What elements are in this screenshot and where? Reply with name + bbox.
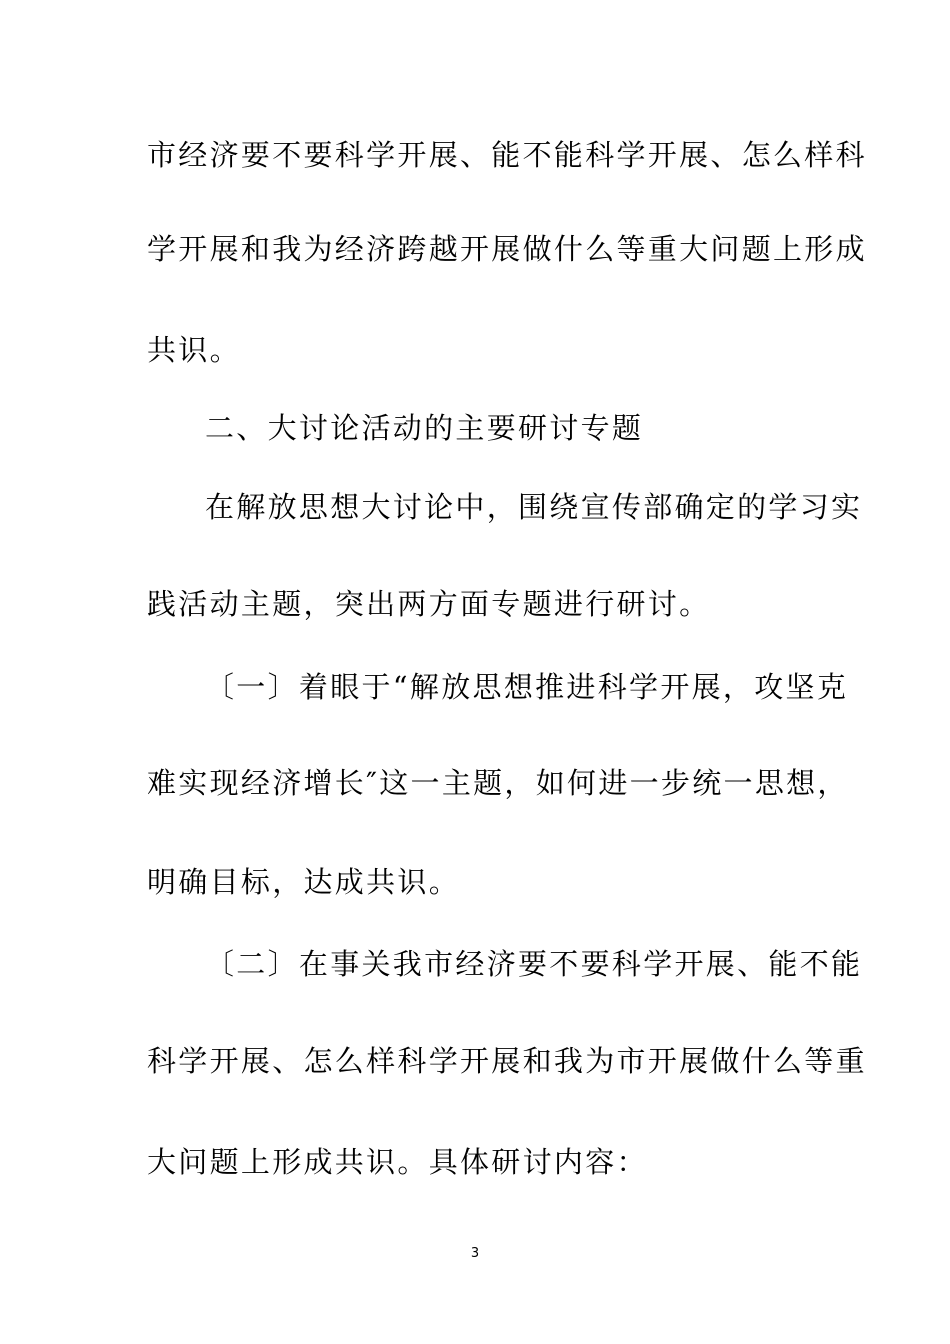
paragraph-first-line: 在解放思想大讨论中，围绕宣传部确定的学习实 — [205, 490, 863, 524]
section-heading: 二、大讨论活动的主要研讨专题 — [205, 411, 644, 445]
body-text-line: 学开展和我为经济跨越开展做什么等重大问题上形成 — [147, 232, 867, 266]
paragraph-first-line: 〔二〕在事关我市经济要不要科学开展、能不能 — [205, 947, 863, 981]
body-text-line: 明确目标，达成共识。 — [147, 865, 461, 899]
body-text-line: 市经济要不要科学开展、能不能科学开展、怎么样科 — [147, 138, 867, 172]
body-text-line: 难实现经济增长″这一主题，如何进一步统一思想， — [147, 766, 849, 800]
body-text-line: 共识。 — [147, 333, 241, 367]
body-text-line: 大问题上形成共识。具体研讨内容： — [147, 1145, 648, 1179]
body-text-line: 科学开展、怎么样科学开展和我为市开展做什么等重 — [147, 1044, 867, 1078]
paragraph-first-line: 〔一〕着眼于“解放思想推进科学开展，攻坚克 — [205, 670, 849, 704]
page-number: 3 — [470, 1246, 480, 1261]
body-text-line: 践活动主题，突出两方面专题进行研讨。 — [147, 587, 711, 621]
